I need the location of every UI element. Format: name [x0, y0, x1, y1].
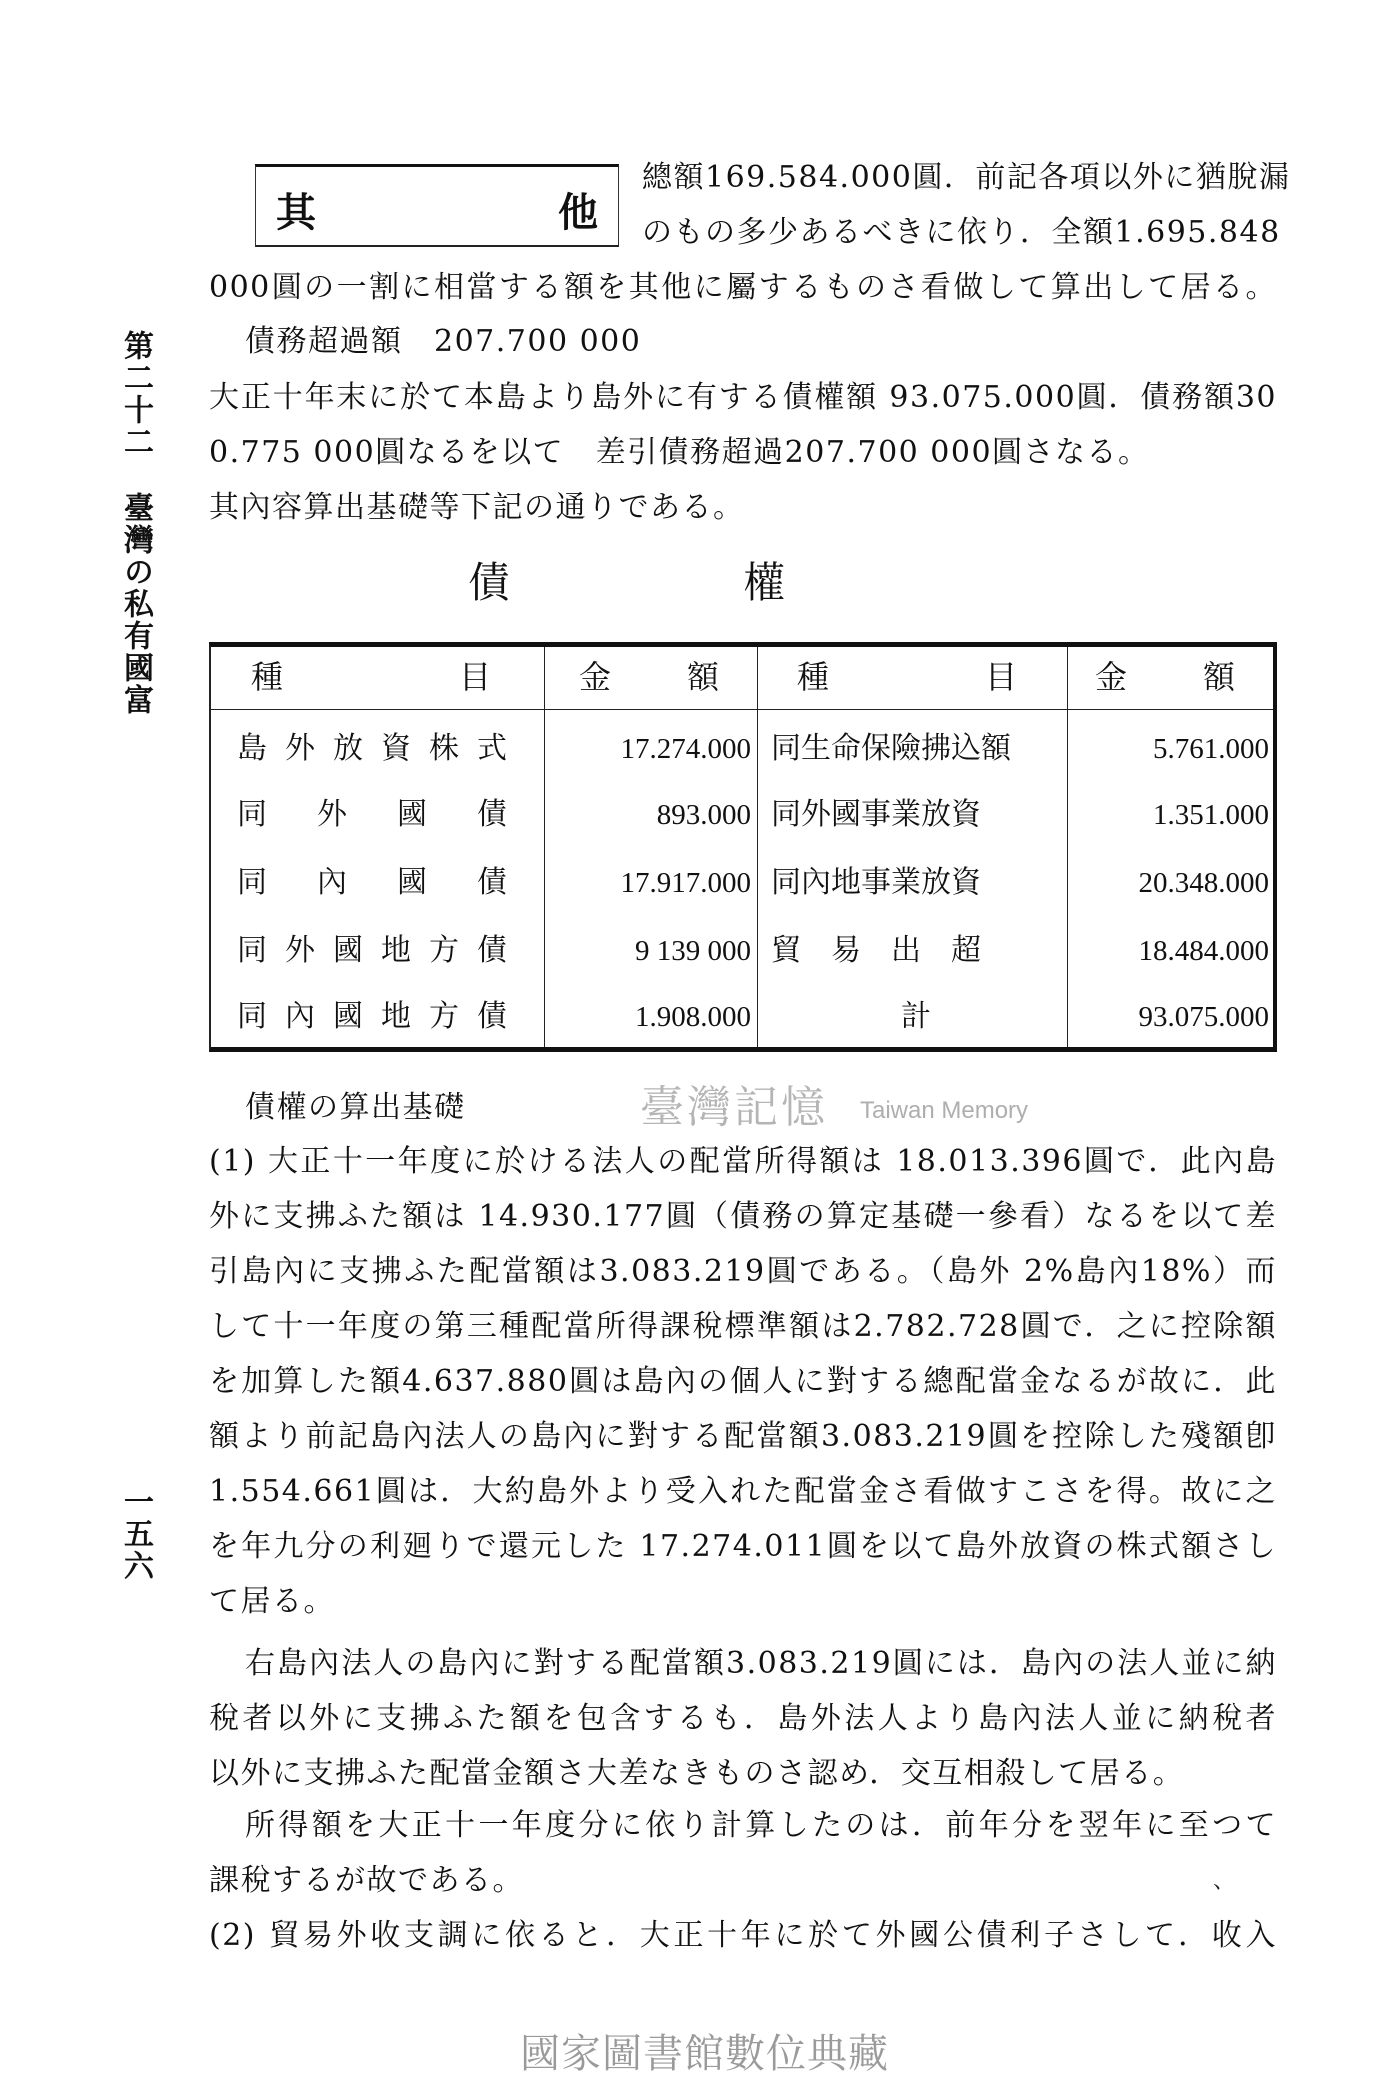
table-cell-item: 同生命保險拂込額 [771, 731, 1011, 766]
table-cell-amount: 9 139 000 [635, 935, 751, 967]
text-line: 外に支拂ふた額は 14.930.177圓（債務の算定基礎一參看）なるを以て差 [209, 1199, 1277, 1234]
table-cell-total-amount: 93.075.000 [1138, 1001, 1269, 1033]
page-number: 一五六 [118, 1486, 153, 1582]
column-divider [1067, 647, 1068, 1047]
credit-table [209, 642, 1277, 1052]
text-line: て居る。 [209, 1584, 335, 1619]
header-divider [211, 709, 1273, 710]
watermark-logo-subtitle: Taiwan Memory [860, 1097, 1029, 1124]
debt-excess-label: 債務超過額 207.700 000 [245, 324, 642, 359]
table-header-item: 種 目 [251, 658, 491, 696]
table-cell-item: 同內地事業放資 [771, 865, 981, 900]
section-box-label-1: 其 [276, 189, 316, 236]
text-line: のもの多少あるべきに依り．全額1.695.848 [642, 215, 1281, 250]
table-cell-item: 島外放資株式 [237, 731, 507, 766]
text-line: (2) 貿易外收支調に依ると．大正十年に於て外國公債利子さして．收入 [209, 1918, 1277, 1953]
watermark-logo: 臺灣記憶 [640, 1082, 828, 1133]
text-line: 其內容算出基礎等下記の通りである。 [209, 490, 745, 525]
text-line: して十一年度の第三種配當所得課稅標準額は2.782.728圓で．之に控除額 [209, 1309, 1277, 1344]
table-cell-amount: 1.351.000 [1153, 799, 1269, 831]
section-box-other [255, 164, 619, 247]
text-line: 所得額を大正十一年度分に依り計算したのは．前年分を翌年に至つて [245, 1808, 1277, 1843]
table-header-amount: 金 額 [1095, 658, 1235, 696]
table-cell-amount: 17.274.000 [620, 733, 751, 765]
text-line: 1.554.661圓は．大約島外より受入れた配當金さ看做すこさを得。故に之 [209, 1474, 1277, 1509]
table-cell-item: 同內國債 [237, 865, 507, 900]
text-line: 右島內法人の島內に對する配當額3.083.219圓には．島內の法人並に納 [245, 1646, 1277, 1681]
column-divider [757, 647, 758, 1047]
table-cell-item: 同外國債 [237, 797, 507, 832]
text-line: 總額169.584.000圓．前記各項以外に猶脫漏 [642, 160, 1291, 195]
table-cell-amount: 5.761.000 [1153, 733, 1269, 765]
chapter-number: 第二十二 [118, 330, 153, 458]
text-line: 0.775 000圓なるを以て 差引債務超過207.700 000圓さなる。 [209, 435, 1150, 470]
table-header-item: 種 目 [797, 658, 1017, 696]
table-cell-amount: 17.917.000 [620, 867, 751, 899]
text-line: 大正十年末に於て本島より島外に有する債權額 93.075.000圓．債務額30 [209, 380, 1277, 415]
table-cell-item: 貿易出超 [771, 933, 981, 968]
table-cell-total-label: 計 [901, 999, 931, 1034]
text-line: を加算した額4.637.880圓は島內の個人に對する總配當金なるが故に．此 [209, 1364, 1277, 1399]
table-cell-amount: 1.908.000 [635, 1001, 751, 1033]
table-heading-char-1: 債 [468, 558, 511, 607]
table-cell-amount: 893.000 [656, 799, 751, 831]
text-line: を年九分の利廻りで還元した 17.274.011圓を以て島外放資の株式額さし [209, 1529, 1277, 1564]
text-line: 以外に支拂ふた配當金額さ大差なきものさ認め．交互相殺して居る。 [209, 1756, 1185, 1791]
text-line: 000圓の一割に相當する額を其他に屬するものさ看做して算出して居る。 [209, 270, 1277, 305]
table-cell-item: 同外國地方債 [237, 933, 507, 968]
running-title: 臺灣の私有國富 [118, 492, 153, 716]
text-line: (1) 大正十一年度に於ける法人の配當所得額は 18.013.396圓で．此內島 [209, 1144, 1277, 1179]
table-cell-amount: 20.348.000 [1138, 867, 1269, 899]
table-cell-item: 同內國地方債 [237, 999, 507, 1034]
table-cell-item: 同外國事業放資 [771, 797, 981, 832]
table-heading-char-2: 權 [743, 558, 786, 607]
subsection-title: 債權の算出基礎 [245, 1090, 466, 1125]
section-box-label-2: 他 [558, 189, 598, 236]
text-line: 課稅するが故である。 [209, 1863, 524, 1898]
column-divider [544, 647, 545, 1047]
text-line: 引島內に支拂ふた配當額は3.083.219圓である。（島外 2%島內18%）而 [209, 1254, 1277, 1289]
ink-speck: 、 [1213, 1869, 1236, 1894]
table-header-amount: 金 額 [579, 658, 719, 696]
text-line: 稅者以外に支拂ふた額を包含するも．島外法人より島內法人並に納稅者 [209, 1701, 1277, 1736]
table-cell-amount: 18.484.000 [1138, 935, 1269, 967]
watermark-footer: 國家圖書館數位典藏 [520, 2031, 889, 2077]
text-line: 額より前記島內法人の島內に對する配當額3.083.219圓を控除した殘額卽 [209, 1419, 1277, 1454]
